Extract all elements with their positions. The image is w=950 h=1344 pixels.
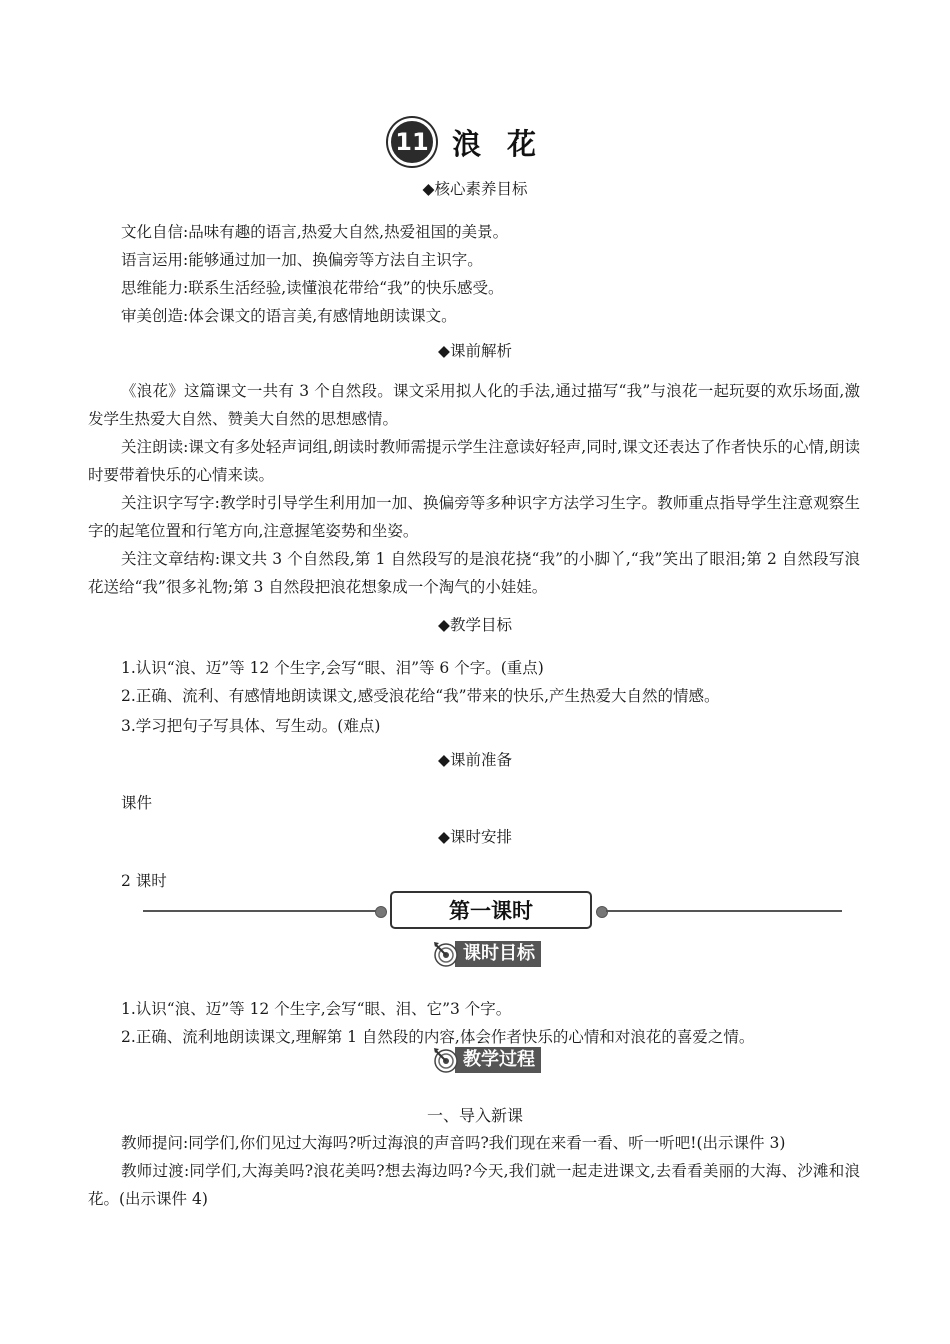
divider-line-right [606, 910, 842, 912]
lesson-paragraph: 教师过渡:同学们,大海美吗?浪花美吗?想去海边吗?今天,我们就一起走进课文,去看看美丽的大海、沙滩和浪花。(出示课件 4) [88, 1162, 860, 1208]
preparation-heading: ◆课前准备 [438, 751, 512, 769]
target-icon [433, 941, 459, 967]
core-goal-item: 文化自信:品味有趣的语言,热爱大自然,热爱祖国的美景。 [121, 223, 509, 241]
period-goals-label: 课时目标 [455, 941, 541, 967]
pre-analysis-paragraph: 《浪花》这篇课文一共有 3 个自然段。课文采用拟人化的手法,通过描写“我”与浪花一起玩耍的欢乐场面,激发学生热爱大自然、赞美大自然的思想感情。 [88, 382, 860, 428]
pre-analysis-paragraph: 关注识字写字:教学时引导学生利用加一加、换偏旁等多种识字方法学习生字。教师重点指导学生注意观察生字的起笔位置和行笔方向,注意握笔姿势和坐姿。 [88, 494, 860, 540]
teaching-goal-item: 1.认识“浪、迈”等 12 个生字,会写“眼、泪”等 6 个字。(重点) [121, 659, 544, 677]
lesson-number-badge: 11 [388, 118, 436, 166]
period-goals-tag [433, 940, 541, 968]
schedule-content: 2 课时 [121, 872, 167, 890]
core-goal-item: 审美创造:体会课文的语言美,有感情地朗读课文。 [121, 307, 457, 325]
period-goal-item: 2.正确、流利地朗读课文,理解第 1 自然段的内容,体会作者快乐的心情和对浪花的喜爱之情。 [121, 1028, 755, 1046]
divider-dot-left [375, 906, 387, 918]
target-icon [433, 1047, 459, 1073]
lesson-title: 浪花 [451, 126, 562, 161]
teaching-goal-item: 2.正确、流利、有感情地朗读课文,感受浪花给“我”带来的快乐,产生热爱大自然的情感。 [121, 687, 720, 705]
core-goal-item: 思维能力:联系生活经验,读懂浪花带给“我”的快乐感受。 [121, 279, 504, 297]
pre-analysis-heading: ◆课前解析 [438, 342, 512, 360]
pre-analysis-paragraph: 关注朗读:课文有多处轻声词组,朗读时教师需提示学生注意读好轻声,同时,课文还表达了作者快乐的心情,朗读时要带着快乐的心情来读。 [88, 438, 860, 484]
divider-dot-right [596, 906, 608, 918]
section-title: 一、导入新课 [426, 1106, 523, 1125]
divider-line-left [143, 910, 380, 912]
lesson-title-row [0, 118, 950, 166]
preparation-content: 课件 [121, 794, 153, 812]
lesson-paragraph: 教师提问:同学们,你们见过大海吗?听过海浪的声音吗?我们现在来看一看、听一听吧!(出示课件 3) [121, 1134, 786, 1152]
teaching-process-label: 教学过程 [455, 1047, 541, 1073]
teaching-goal-item: 3.学习把句子写具体、写生动。(难点) [121, 717, 381, 735]
period-goal-item: 1.认识“浪、迈”等 12 个生字,会写“眼、泪、它”3 个字。 [121, 1000, 512, 1018]
core-goal-item: 语言运用:能够通过加一加、换偏旁等方法自主识字。 [121, 251, 483, 269]
first-period-label: 第一课时 [390, 891, 592, 929]
schedule-heading: ◆课时安排 [438, 828, 512, 846]
pre-analysis-paragraph: 关注文章结构:课文共 3 个自然段,第 1 自然段写的是浪花挠“我”的小脚丫,“我”笑出了眼泪;第 2 自然段写浪花送给“我”很多礼物;第 3 自然段把浪花想象成一个淘气的小娃娃。 [88, 550, 860, 596]
core-goals-heading: ◆核心素养目标 [422, 180, 528, 198]
teaching-goals-heading: ◆教学目标 [438, 616, 512, 634]
teaching-process-tag [433, 1046, 541, 1074]
